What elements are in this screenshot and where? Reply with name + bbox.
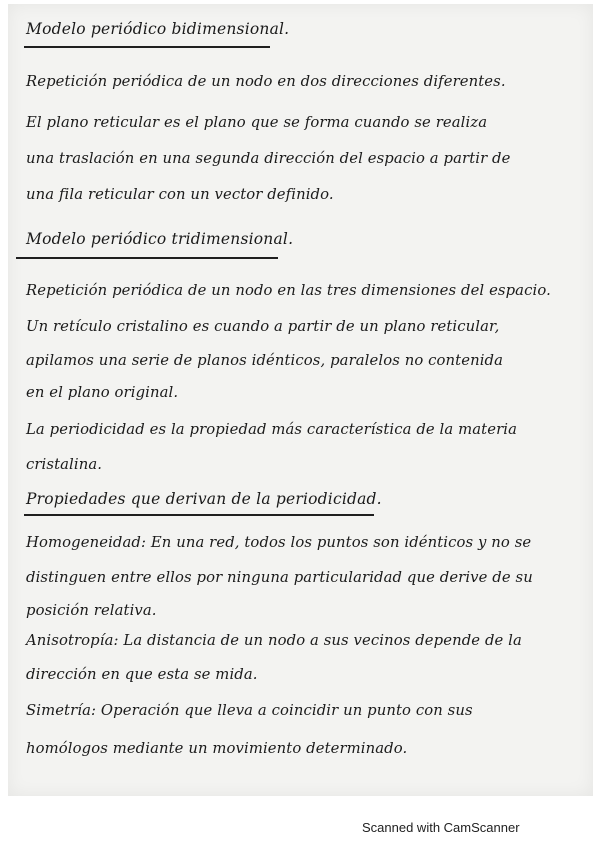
text-line: El plano reticular es el plano que se forma cuando se realiza <box>26 114 488 131</box>
text-line: La periodicidad es la propiedad más característica de la materia <box>26 421 517 438</box>
text-line: Simetría: Operación que lleva a coincidir un punto con sus <box>26 702 473 719</box>
text-line: distinguen entre ellos por ninguna particularidad que derive de su <box>26 569 533 586</box>
text-line: una traslación en una segunda dirección del espacio a partir de <box>26 150 511 167</box>
text-line: en el plano original. <box>26 384 179 401</box>
heading-underline <box>16 257 278 259</box>
text-line: posición relativa. <box>26 602 157 619</box>
section-heading-bidimensional: Modelo periódico bidimensional. <box>26 20 290 38</box>
text-line: Repetición periódica de un nodo en las tres dimensiones del espacio. <box>26 282 551 299</box>
text-line: apilamos una serie de planos idénticos, paralelos no contenida <box>26 352 504 369</box>
text-line: Homogeneidad: En una red, todos los puntos son idénticos y no se <box>26 534 532 551</box>
text-line: cristalina. <box>26 456 103 473</box>
text-line: homólogos mediante un movimiento determinado. <box>26 740 408 757</box>
section-heading-tridimensional: Modelo periódico tridimensional. <box>26 230 294 248</box>
text-line: una fila reticular con un vector definido. <box>26 186 334 203</box>
text-line: Un retículo cristalino es cuando a partir de un plano reticular, <box>26 318 500 335</box>
heading-underline <box>24 514 374 516</box>
section-heading-propiedades: Propiedades que derivan de la periodicidad. <box>26 490 382 508</box>
heading-underline <box>24 46 270 48</box>
text-line: dirección en que esta se mida. <box>26 666 258 683</box>
text-line: Repetición periódica de un nodo en dos direcciones diferentes. <box>26 73 506 90</box>
notebook-sheet <box>8 4 593 796</box>
scanner-watermark: Scanned with CamScanner <box>362 820 520 835</box>
text-line: Anisotropía: La distancia de un nodo a sus vecinos depende de la <box>26 632 522 649</box>
